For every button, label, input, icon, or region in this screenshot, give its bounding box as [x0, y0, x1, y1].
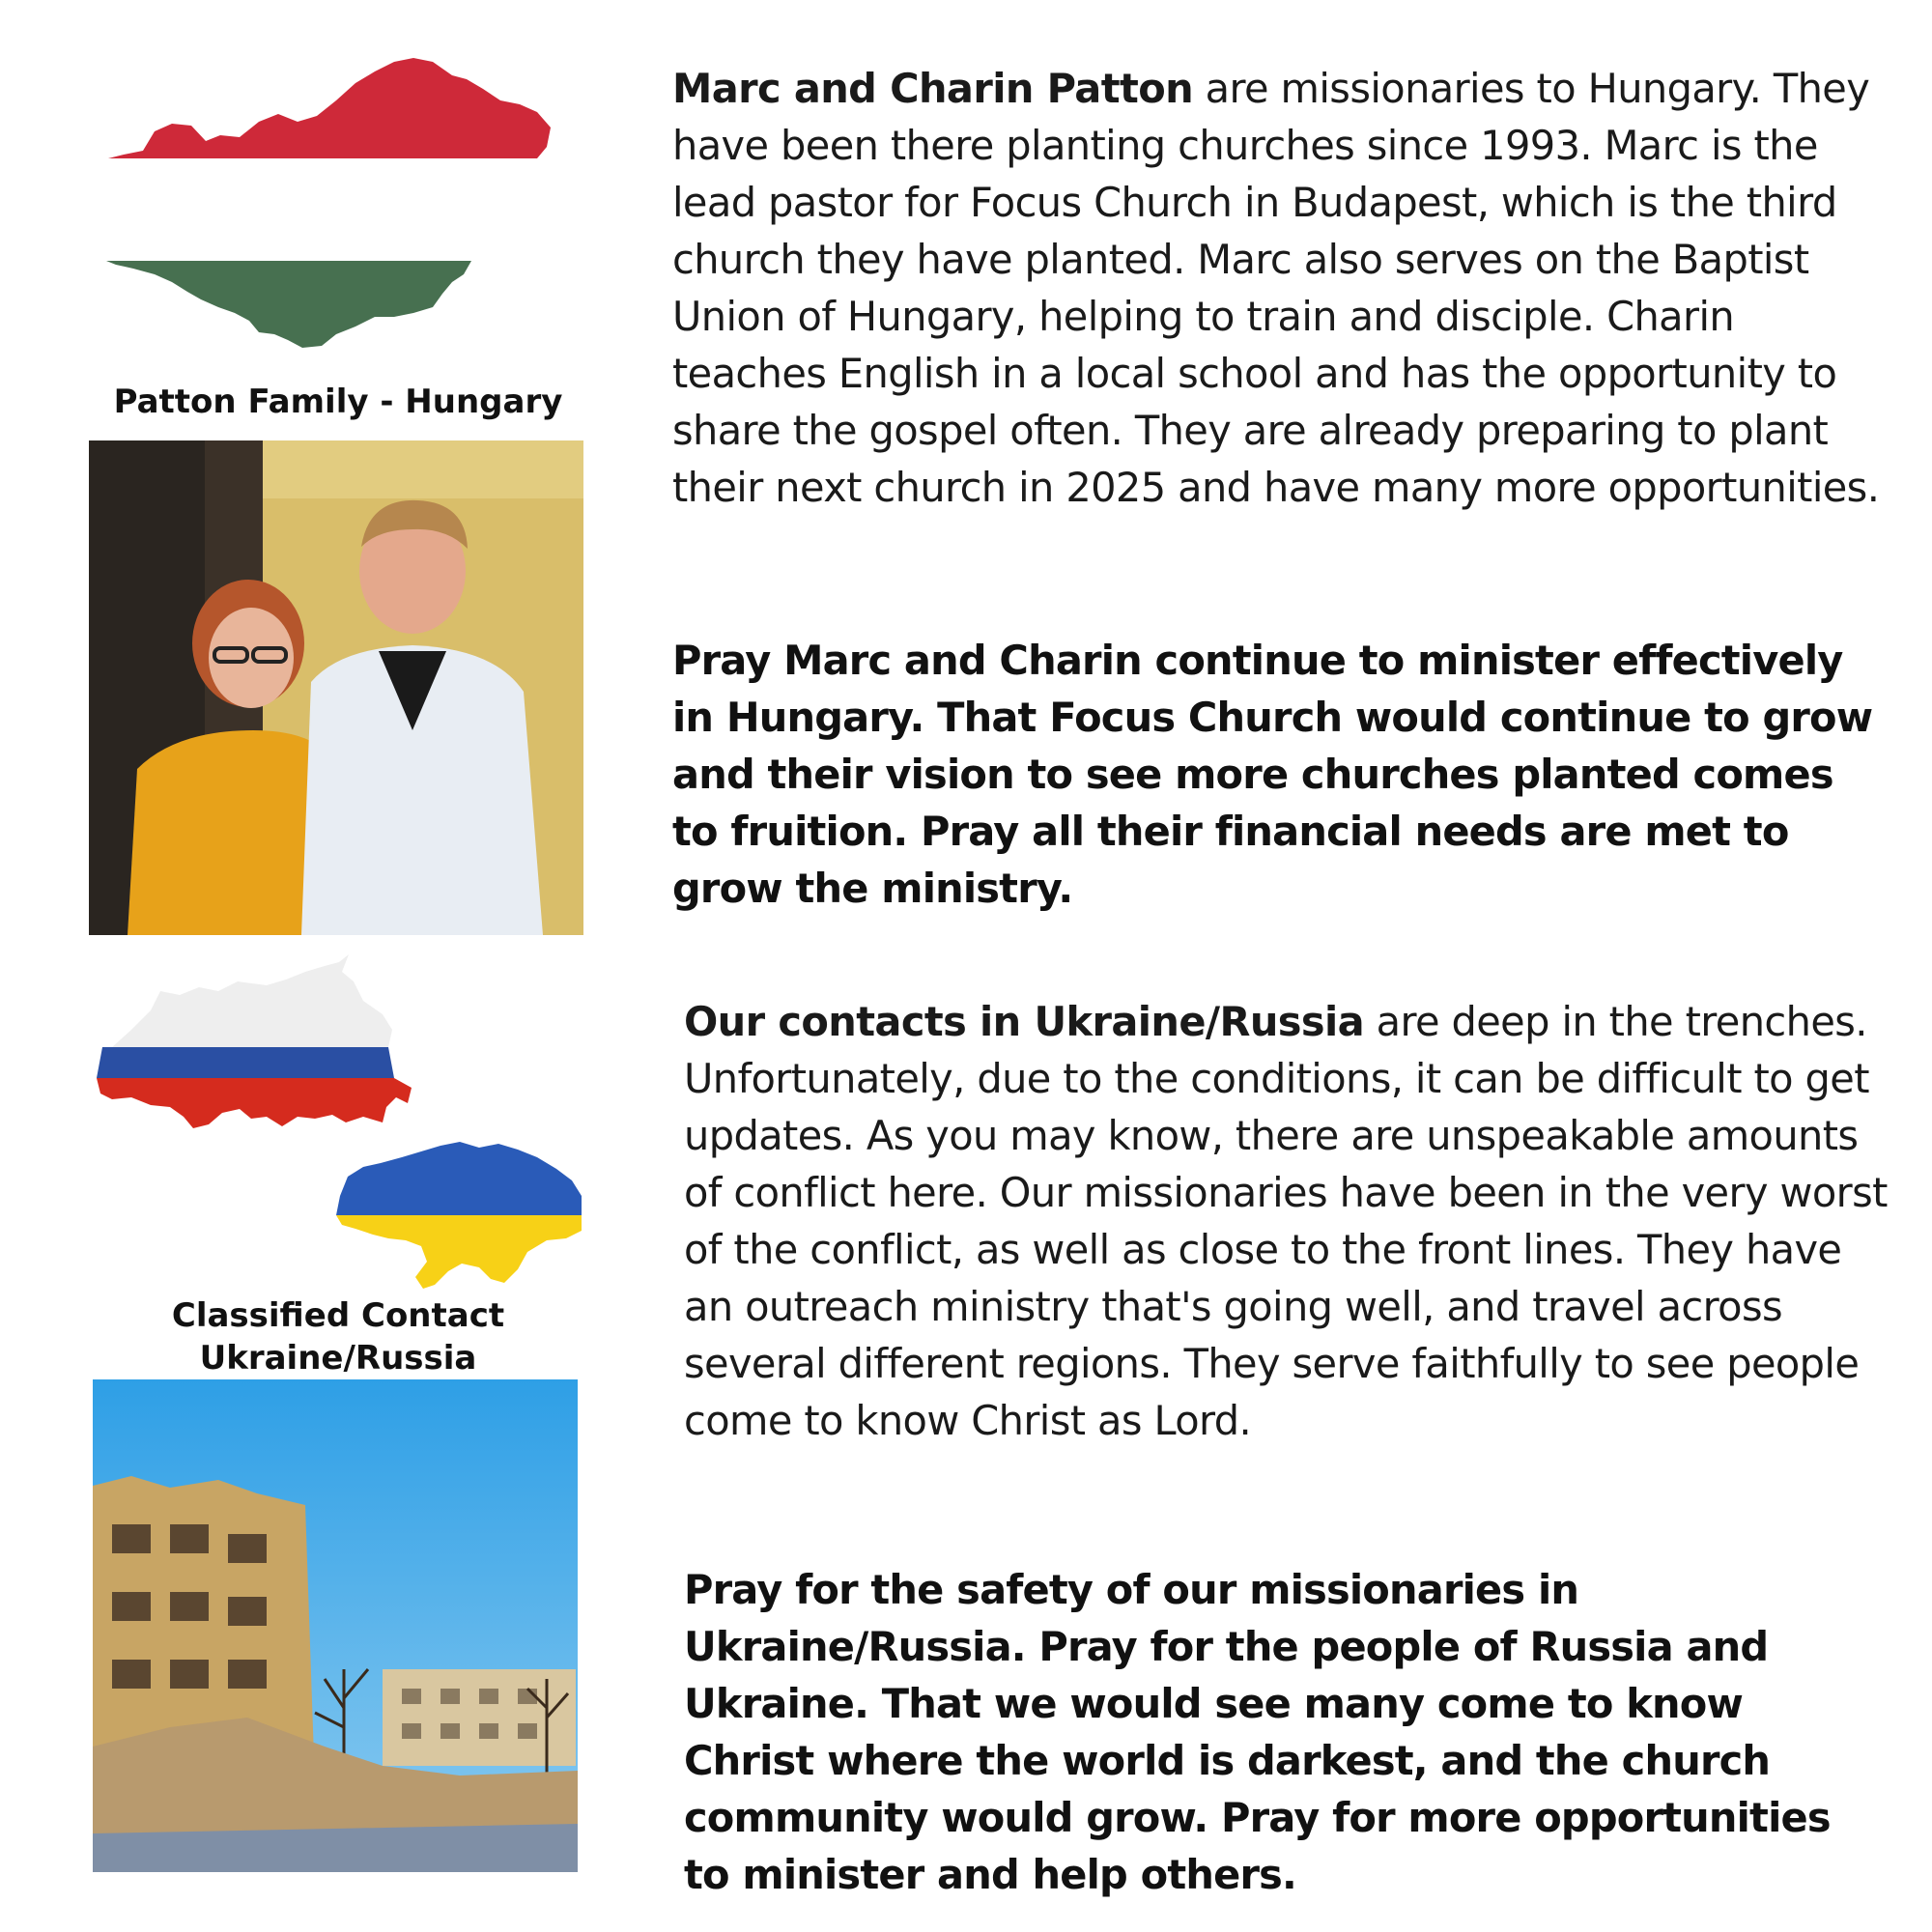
- patton-family-photo: [89, 440, 583, 935]
- ukraine-russia-prayer: Pray for the safety of our missionaries in Ukraine/Russia. Pray for the people of Russia and Ukraine. That we would see many come to know Christ where the world is darkest, and the church community would grow. Pray for more opportunities to minister and help others.: [684, 1566, 1831, 1898]
- hungary-caption: Patton Family - Hungary: [113, 383, 563, 421]
- hungary-flag-map: [104, 54, 587, 363]
- ukraine-russia-lead-bold: Our contacts in Ukraine/Russia: [684, 998, 1365, 1045]
- ukraine-russia-lead-rest: are deep in the trenches. Unfortunately, due to the conditions, it can be difficult to get updates. As you may know, there are unspeakable amounts of conflict here. Our missionaries have been in the very worst of the conflict, as well as close to the front lines. They have an outreach ministry that's going well, and travel across several different regions. They serve faithfully to see people come to know Christ as Lord.: [684, 998, 1888, 1444]
- ukraine-russia-caption: [87, 1294, 589, 1379]
- hungary-description: [672, 60, 1889, 516]
- ukraine-map-blue-band: [336, 1142, 582, 1215]
- destroyed-building-photo: [93, 1379, 578, 1872]
- ukraine-russia-description: [684, 993, 1901, 1449]
- russia-flag-map: [93, 952, 431, 1138]
- hungary-lead-bold: Marc and Charin Patton: [672, 65, 1194, 112]
- ukraine-map-yellow-band: [336, 1215, 582, 1289]
- hungary-map-green-band: [106, 261, 471, 348]
- hungary-lead-rest: are missionaries to Hungary. They have been there planting churches since 1993. Marc is the lead pastor for Focus Church in Budapest, which is the third church they have planted. Marc also serves on the Baptist Union of Hungary, helping to train and disciple. Charin teaches English in a local school and has the opportunity to share the gospel often. They are already preparing to plant their next church in 2025 and have many more opportunities.: [672, 65, 1880, 511]
- ukraine-russia-caption-line1: Classified Contact: [171, 1296, 505, 1335]
- russia-map-blue-band: [97, 1047, 394, 1078]
- hungary-map-red-band: [108, 58, 551, 158]
- ukraine-russia-caption-line2: Ukraine/Russia: [199, 1339, 477, 1378]
- russia-map-white-band: [112, 954, 392, 1047]
- ukraine-flag-map: [334, 1138, 585, 1293]
- russia-map-red-band: [97, 1078, 412, 1128]
- hungary-prayer: Pray Marc and Charin continue to minister effectively in Hungary. That Focus Church would continue to grow and their vision to see more churches planted comes to fruition. Pray all their financial needs are met to grow the ministry.: [672, 637, 1873, 912]
